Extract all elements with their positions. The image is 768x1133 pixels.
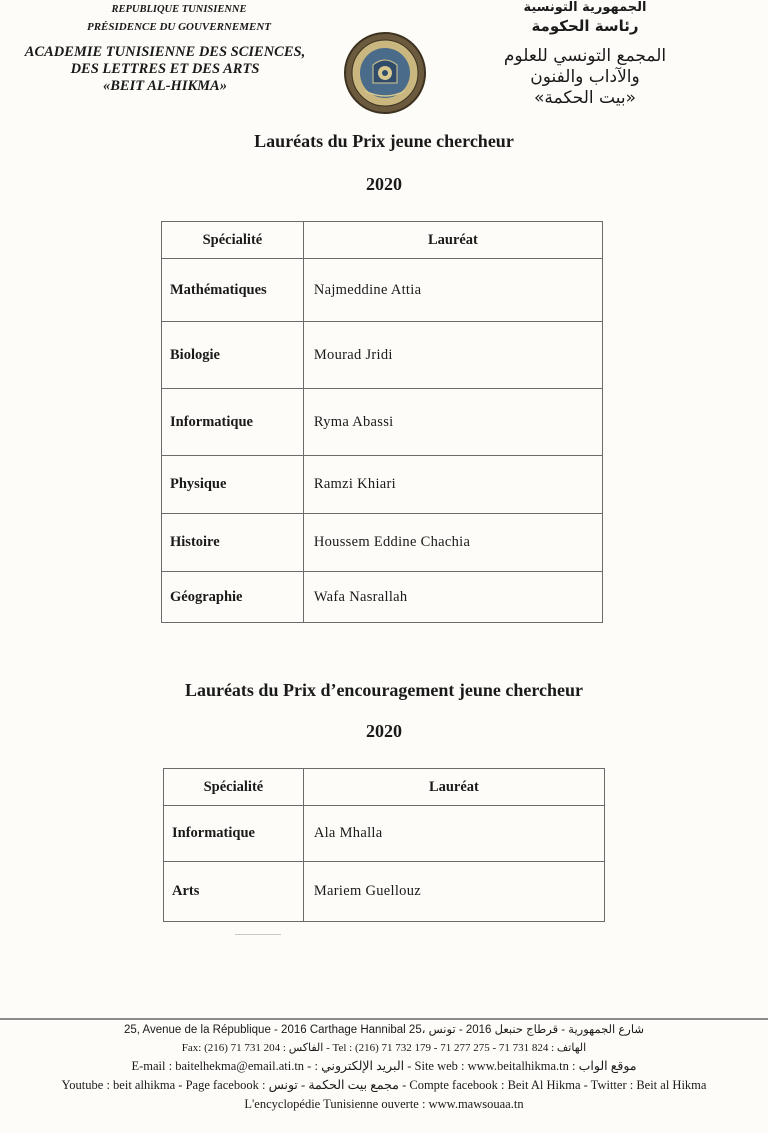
header-ar-presidence: رئاسة الحكومة	[531, 17, 639, 35]
cell-laureat: Najmeddine Attia	[303, 259, 602, 322]
footer-email-web: E-mail : baitelhekma@email.ati.tn - : البريد الإلكتروني - Site web : www.beitalhikma.tn : موقع الواب	[131, 1059, 637, 1073]
table-row	[164, 862, 605, 922]
table-row	[162, 572, 603, 623]
header-french-block	[0, 4, 330, 95]
section2-title: Lauréats du Prix d’encouragement jeune chercheur	[184, 680, 584, 700]
header-ar-academy	[470, 46, 700, 109]
footer-address: 25, Avenue de la République - 2016 Carthage Hannibal 25، شارع الجمهورية - قرطاج حنبعل 2016 - تونس	[123, 1024, 644, 1036]
header-academy-line2: DES LETTRES ET DES ARTS	[70, 61, 260, 77]
cell-specialite: Mathématiques	[162, 259, 304, 322]
cell-specialite: Arts	[164, 862, 304, 922]
table-header-row	[164, 769, 605, 806]
footer-divider	[0, 1018, 768, 1020]
col-header-specialite: Spécialité	[162, 222, 304, 259]
cell-laureat: Ramzi Khiari	[303, 456, 602, 514]
cell-specialite: Informatique	[162, 389, 304, 456]
table-row	[162, 514, 603, 572]
table-row	[162, 389, 603, 456]
header-republic: REPUBLIQUE TUNISIENNE	[111, 4, 247, 15]
table-header-row	[162, 222, 603, 259]
cell-laureat: Houssem Eddine Chachia	[303, 514, 602, 572]
pen-mark	[235, 929, 281, 935]
cell-laureat: Mourad Jridi	[303, 322, 602, 389]
footer-encyclopedia: L'encyclopédie Tunisienne ouverte : www.mawsouaa.tn	[244, 1097, 524, 1111]
section1-year: 2020	[366, 174, 402, 194]
cell-specialite: Physique	[162, 456, 304, 514]
table-row	[162, 322, 603, 389]
section1-title: Lauréats du Prix jeune chercheur	[254, 131, 514, 151]
header-arabic-block	[470, 0, 700, 109]
section2-year: 2020	[366, 721, 402, 741]
section2-table	[163, 768, 605, 922]
cell-specialite: Biologie	[162, 322, 304, 389]
cell-specialite: Géographie	[162, 572, 304, 623]
header-ar-academy-line2: والآداب والفنون	[530, 67, 640, 87]
header-ar-academy-line1: المجمع التونسي للعلوم	[503, 46, 667, 66]
table-row	[162, 259, 603, 322]
header-ar-republic: الجمهورية التونسية	[523, 0, 647, 15]
cell-specialite: Informatique	[164, 806, 304, 862]
footer-phone-fax: Fax: (216) 71 731 204 : الفاكس - Tel : (216) 71 732 179 - 71 277 275 - 71 731 824 : الهاتف	[181, 1042, 587, 1054]
cell-laureat: Mariem Guellouz	[303, 862, 604, 922]
section1-table	[161, 221, 603, 623]
header-academy-line1: ACADEMIE TUNISIENNE DES SCIENCES,	[24, 44, 306, 60]
cell-laureat: Ala Mhalla	[303, 806, 604, 862]
header-academy	[0, 44, 330, 95]
table-row	[162, 456, 603, 514]
table-row	[164, 806, 605, 862]
header-ar-academy-line3: «بيت الحكمة»	[534, 88, 636, 108]
cell-laureat: Ryma Abassi	[303, 389, 602, 456]
cell-specialite: Histoire	[162, 514, 304, 572]
footer-social: Youtube : beit alhikma - Page facebook : مجمع بيت الحكمة - تونس - Compte facebook : Beit Al Hikma - Twitter : Beit al Hikma	[61, 1078, 707, 1092]
header-presidence: PRÉSIDENCE DU GOUVERNEMENT	[87, 21, 271, 33]
cell-laureat: Wafa Nasrallah	[303, 572, 602, 623]
header-academy-line3: «BEIT AL-HIKMA»	[103, 78, 227, 94]
col-header-laureat: Lauréat	[303, 222, 602, 259]
col-header-laureat: Lauréat	[303, 769, 604, 806]
col-header-specialite: Spécialité	[164, 769, 304, 806]
academy-seal-icon	[343, 31, 427, 115]
